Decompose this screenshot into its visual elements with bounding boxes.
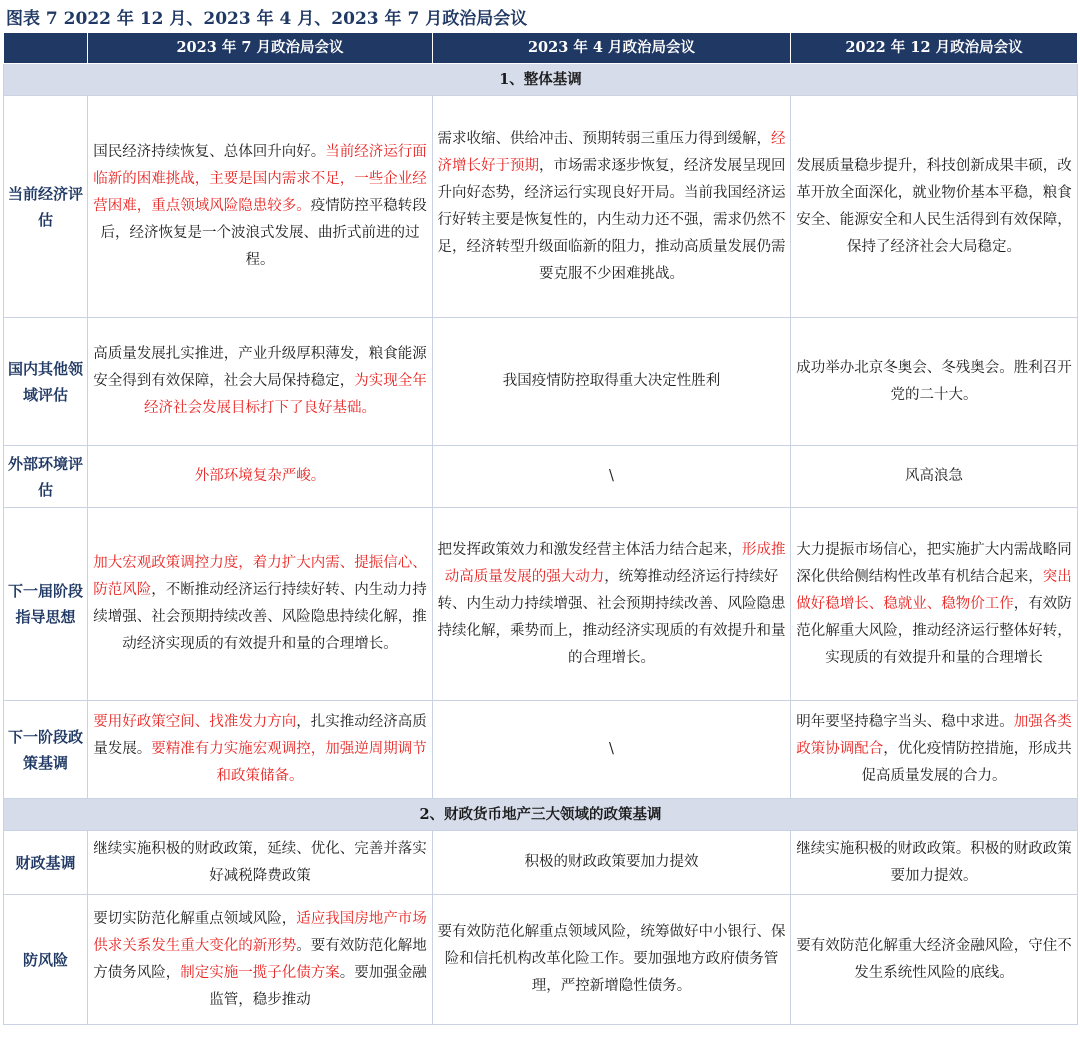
cell-text: 继续实施积极的财政政策，延续、优化、完善并落实好减税降费政策 bbox=[93, 840, 427, 884]
cell bbox=[433, 701, 791, 799]
cell bbox=[791, 701, 1078, 799]
cell-text: 要有效防范化解重大经济金融风险，守住不发生系统性风险的底线。 bbox=[796, 937, 1072, 981]
cell bbox=[791, 831, 1078, 895]
cell-text: 继续实施积极的财政政策。积极的财政政策要加力提效。 bbox=[796, 840, 1072, 884]
cell-text: ，统筹推动经济运行持续好转、内生动力持续增强、社会预期持续改善、风险隐患持续化解，乘势而上，推动经济实现质的有效提升和量的合理增长。 bbox=[437, 568, 786, 666]
highlight-text: 突出做好稳增长、稳就业、稳物价工作 bbox=[796, 568, 1072, 612]
section-title-overall: 1、整体基调 bbox=[4, 64, 1078, 96]
cell-text: 需求收缩、供给冲击、预期转弱三重压力得到缓解， bbox=[437, 130, 771, 147]
cell-text: \ bbox=[609, 741, 614, 757]
cell-text: 积极的财政政策要加力提效 bbox=[524, 854, 699, 870]
row-label-policy-tone: 下一阶段政策基调 bbox=[4, 701, 88, 799]
highlight-text: 外部环境复杂严峻。 bbox=[194, 468, 326, 484]
highlight-text: 加大宏观政策调控力度，着力扩大内需、提振信心、防范风险 bbox=[93, 555, 427, 598]
cell-text: 大力提振市场信心，把实施扩大内需战略同深化供给侧结构性改革有机结合起来， bbox=[796, 541, 1072, 585]
cell bbox=[88, 895, 433, 1025]
cell-text: ，市场需求逐步恢复，经济发展呈现回升向好态势，经济运行实现良好开局。当前我国经济运行好转主要是恢复性的，内生动力还不强，需求仍然不足，经济转型升级面临新的阻力，推动高质量发展仍需要克服不少困难挑战。 bbox=[437, 157, 786, 282]
highlight-text: 为实现全年经济社会发展目标打下了良好基础。 bbox=[144, 373, 427, 416]
highlight-text: 适应我国房地产市场供求关系发生重大变化的新形势 bbox=[93, 910, 427, 954]
cell bbox=[433, 446, 791, 508]
highlight-text: 当前经济运行面临新的困难挑战，主要是国内需求不足，一些企业经营困难，重点领域风险隐患较多。 bbox=[93, 144, 427, 214]
column-header-2023-07: 2023 年 7 月政治局会议 bbox=[88, 33, 433, 64]
cell-text: 疫情防控平稳转段后，经济恢复是一个波浪式发展、曲折式前进的过程。 bbox=[100, 198, 427, 268]
cell-text: 发展质量稳步提升，科技创新成果丰硕，改革开放全面深化，就业物价基本平稳，粮食安全、能源安全和人民生活得到有效保障，保持了经济社会大局稳定。 bbox=[796, 157, 1072, 255]
column-header-2023-04: 2023 年 4 月政治局会议 bbox=[433, 33, 791, 64]
highlight-text: 形成推动高质量发展的强大动力 bbox=[444, 541, 786, 585]
cell bbox=[791, 96, 1078, 318]
table-row bbox=[4, 96, 1078, 318]
cell bbox=[88, 508, 433, 701]
cell-text: \ bbox=[609, 468, 614, 484]
table-row bbox=[4, 831, 1078, 895]
cell bbox=[433, 895, 791, 1025]
row-label-economy: 当前经济评估 bbox=[4, 96, 88, 318]
cell-text: 高质量发展扎实推进，产业升级厚积薄发，粮食能源安全得到有效保障，社会大局保持稳定， bbox=[93, 346, 427, 389]
highlight-text: 加强各类政策协调配合 bbox=[796, 714, 1072, 757]
table-row bbox=[4, 446, 1078, 508]
section-title-fiscal: 2、财政货币地产三大领域的政策基调 bbox=[4, 799, 1078, 831]
cell-text: 风高浪急 bbox=[905, 468, 963, 484]
cell bbox=[88, 701, 433, 799]
policy-comparison-table bbox=[3, 32, 1078, 1025]
cell bbox=[791, 508, 1078, 701]
row-label-external: 外部环境评估 bbox=[4, 446, 88, 508]
cell-text: ，有效防范化解重大风险，推动经济运行整体好转，实现质的有效提升和量的合理增长 bbox=[796, 595, 1072, 666]
cell-text: ，优化疫情防控措施，形成共促高质量发展的合力。 bbox=[861, 741, 1072, 784]
row-label-risk: 防风险 bbox=[4, 895, 88, 1025]
highlight-text: 要精准有力实施宏观调控，加强逆周期调节和政策储备。 bbox=[151, 741, 427, 784]
row-label-guidance: 下一届阶段指导思想 bbox=[4, 508, 88, 701]
cell bbox=[433, 96, 791, 318]
cell-text: 。要加强金融监管，稳步推动 bbox=[209, 964, 427, 1008]
cell-text: ，不断推动经济运行持续好转、内生动力持续增强、社会预期持续改善、风险隐患持续化解，推动经济实现质的有效提升和量的合理增长。 bbox=[93, 582, 427, 652]
cell bbox=[88, 318, 433, 446]
cell-text: 明年要坚持稳字当头、稳中求进。 bbox=[796, 714, 1014, 730]
cell bbox=[791, 446, 1078, 508]
section-row-fiscal bbox=[4, 799, 1078, 831]
table-row bbox=[4, 895, 1078, 1025]
cell-text: 要有效防范化解重点领域风险，统筹做好中小银行、保险和信托机构改革化险工作。要加强地方政府债务管理，严控新增隐性债务。 bbox=[437, 924, 786, 994]
cell bbox=[433, 831, 791, 895]
column-header-2022-12: 2022 年 12 月政治局会议 bbox=[791, 33, 1078, 64]
cell-text: ，扎实推动经济高质量发展。 bbox=[93, 714, 427, 757]
row-label-fiscal: 财政基调 bbox=[4, 831, 88, 895]
table-row bbox=[4, 701, 1078, 799]
highlight-text: 经济增长好于预期 bbox=[437, 130, 786, 174]
cell-text: 国民经济持续恢复、总体回升向好。 bbox=[93, 144, 326, 160]
cell bbox=[433, 508, 791, 701]
cell-text: 我国疫情防控取得重大决定性胜利 bbox=[502, 373, 721, 389]
highlight-text: 制定实施一揽子化债方案 bbox=[180, 964, 340, 981]
cell bbox=[88, 831, 433, 895]
cell bbox=[433, 318, 791, 446]
cell bbox=[791, 318, 1078, 446]
cell-text: 要切实防范化解重点领域风险， bbox=[93, 910, 297, 927]
table-row bbox=[4, 318, 1078, 446]
figure-caption: 图表 7 2022 年 12 月、2023 年 4 月、2023 年 7 月政治局会议 bbox=[6, 9, 528, 29]
highlight-text: 要用好政策空间、找准发力方向 bbox=[93, 714, 297, 730]
cell-text: 。要有效防范化解地方债务风险， bbox=[93, 937, 427, 981]
section-row-overall bbox=[4, 64, 1078, 96]
cell bbox=[791, 895, 1078, 1025]
table-row bbox=[4, 508, 1078, 701]
cell bbox=[88, 96, 433, 318]
cell-text: 把发挥政策效力和激发经营主体活力结合起来， bbox=[437, 541, 742, 558]
row-label-domestic: 国内其他领域评估 bbox=[4, 318, 88, 446]
cell bbox=[88, 446, 433, 508]
header-row bbox=[4, 33, 1078, 64]
header-corner bbox=[4, 33, 88, 64]
cell-text: 成功举办北京冬奥会、冬残奥会。胜利召开党的二十大。 bbox=[796, 359, 1072, 403]
